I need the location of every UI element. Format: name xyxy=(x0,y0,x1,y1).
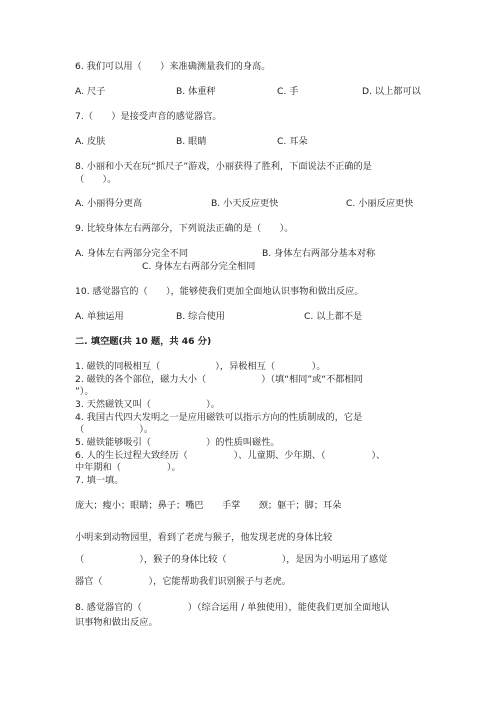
q9-option-a: A. 身体左右两部分完全不同 xyxy=(75,248,189,259)
section-2-title: 二. 填空题(共 10 题，共 46 分) xyxy=(75,336,212,347)
q8-stem-line1: 8. 小丽和小天在玩“抓尺子”游戏，小丽获得了胜利，下面说法不正确的是 xyxy=(75,161,372,172)
passage-line3: 器官（ ），它能帮助我们识别猴子与老虎。 xyxy=(75,576,291,587)
fill-6-line2: 中年期和（ ）。 xyxy=(75,462,181,473)
q9-option-c: C. 身体左右两部分完全相同 xyxy=(142,261,256,272)
fill-3: 3. 天然磁铁又叫（ ）。 xyxy=(75,399,220,410)
q10-option-a: A. 单独运用 xyxy=(75,311,124,322)
fill-1: 1. 磁铁的同极相互（ ），异极相互（ ）。 xyxy=(75,361,326,372)
fill-4-line1: 4. 我国古代四大发明之一是应用磁铁可以指示方向的性质制成的，它是 xyxy=(75,412,363,423)
passage-line1: 小明来到动物园里，看到了老虎与猴子，他发现老虎的身体比较 xyxy=(75,532,333,543)
fill-7: 7. 填一填。 xyxy=(75,475,124,486)
fill-8-line2: 识事物和做出反应。 xyxy=(75,617,158,628)
q7-option-b: B. 眼睛 xyxy=(176,136,207,147)
q7-option-c: C. 耳朵 xyxy=(277,136,308,147)
fill-5: 5. 磁铁能够吸引（ ）的性质叫磁性。 xyxy=(75,437,280,448)
passage-line2: （ ），猴子的身体比较（ ），是因为小明运用了感觉 xyxy=(75,554,388,565)
q9-stem: 9. 比较身体左右两部分，下列说法正确的是（ ）。 xyxy=(75,223,294,234)
q7-option-a: A. 皮肤 xyxy=(75,136,106,147)
q8-option-b: B. 小天反应更快 xyxy=(211,198,279,209)
q10-option-c: C. 以上都不是 xyxy=(304,311,363,322)
fill-8-line1: 8. 感觉器官的（ ）（综合运用 / 单独使用），能使我们更加全面地认 xyxy=(75,602,390,613)
q6-option-d: D. 以上都可以 xyxy=(362,86,421,97)
q8-option-c: C. 小丽反应更快 xyxy=(346,198,414,209)
q10-stem: 10. 感觉器官的（ ），能够使我们更加全面地认识事物和做出反应。 xyxy=(75,286,364,297)
q6-option-b: B. 体重秤 xyxy=(176,86,216,97)
fill-6-line1: 6. 人的生长过程大致经历（ ）、儿童期、少年期、（ ）、 xyxy=(75,450,386,461)
q8-stem-line2: （ ）。 xyxy=(75,174,117,185)
fill-2-line1: 2. 磁铁的各个部位，磁力大小（ ）（填“相同”或“不都相同 xyxy=(75,374,363,385)
q6-option-c: C. 手 xyxy=(277,86,299,97)
q8-option-a: A. 小丽得分更高 xyxy=(75,198,143,209)
fill-4-line2: （ ）。 xyxy=(75,424,154,435)
fill-2-line2: ”）。 xyxy=(75,386,94,397)
q6-option-a: A. 尺子 xyxy=(75,86,106,97)
q7-stem: 7.（ ）是接受声音的感觉器官。 xyxy=(75,111,222,122)
word-bank: 庞大；瘦小；眼睛；鼻子；嘴巴 手掌 颈；躯干；脚；耳朵 xyxy=(75,500,342,511)
q10-option-b: B. 综合使用 xyxy=(176,311,225,322)
q9-option-b: B. 身体左右两部分基本对称 xyxy=(262,248,376,259)
q6-stem: 6. 我们可以用（ ）来准确测量我们的身高。 xyxy=(75,61,271,72)
